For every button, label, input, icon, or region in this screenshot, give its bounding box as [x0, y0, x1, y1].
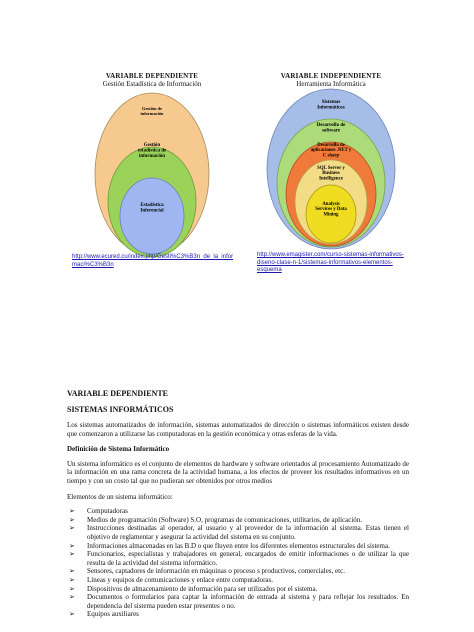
list-item: ➢ Informaciones almacenadas en las B.D o que fluyen entre los diferentes elementos estructurales del sistema. [69, 541, 390, 550]
bullet-arrow-icon: ➢ [69, 610, 75, 619]
left-layer-2-label: Gestión estadística de información [137, 143, 167, 159]
bullet-arrow-icon: ➢ [69, 575, 75, 584]
bullet-arrow-icon: ➢ [69, 515, 75, 524]
list-item: ➢ Equipos auxiliares [69, 610, 139, 619]
left-layer-3-label: Estadística Inferencial [140, 203, 164, 214]
elements-intro: Elementos de un sistema informático: [67, 492, 173, 501]
left-nested-ellipse-diagram [92, 90, 212, 258]
bullet-arrow-icon: ➢ [69, 567, 75, 576]
right-figure-source-link[interactable]: http://www.emagister.com/curso-sistemas-informativos- diseno-clase-n-1/sistemas-informativos-elementos- esquema [257, 252, 404, 273]
bullet-arrow-icon: ➢ [69, 524, 75, 533]
bullet-arrow-icon: ➢ [69, 593, 75, 602]
intro-paragraph: Los sistemas automatizados de información, sistemas automatizados de dirección o sistemas informáticos existen desde que comenzaron a utilizarse las computadoras en la gestión económica y otras esferas de la vida. [67, 421, 409, 438]
list-item: ➢ Sensores, captadores de información en máquinas o proceso s productivos, comerciales, etc. [69, 567, 345, 576]
right-figure-title: VARIABLE INDEPENDIENTE [280, 72, 382, 80]
right-layer-4-label: SQL Server y Business Intelligence [317, 166, 345, 182]
section-subheading: SISTEMAS INFORMÁTICOS [67, 405, 174, 414]
definition-heading: Definición de Sistema Informático [67, 445, 170, 454]
left-figure-title: VARIABLE DEPENDIENTE [105, 72, 199, 80]
list-item: ➢ Líneas y equipos de comunicaciones y enlace entre computadoras. [69, 575, 274, 584]
left-inner-ellipse [120, 178, 184, 254]
list-item: ➢ Medios de programación (Software) S.O, programas de comunicaciones, utilitarios, de aplicación. [69, 515, 363, 524]
left-figure-source-link[interactable]: http://www.ecured.cu/index.php/Gesti%C3%B3n_de_la_infor maci%C3%B3n [72, 254, 234, 268]
right-figure-header [264, 72, 398, 88]
right-figure-subtitle: Herramienta Informática [296, 80, 366, 88]
left-figure-header [86, 72, 218, 88]
right-nested-circle-diagram [265, 88, 397, 250]
definition-paragraph: Un sistema informático es el conjunto de elementos de hardware y software orientados al procesamiento Automatizado de la información en una rama concreta de la actividad humana, a los efectos de proveer los resultados informativos en un tiempo y con un costo tal que no pudieran ser obtenidos por otros medios [67, 459, 409, 485]
right-layer-2-label: Desarrollo de software [316, 123, 346, 134]
section-heading: VARIABLE DEPENDIENTE [67, 389, 168, 398]
document-body [67, 389, 409, 619]
list-item: ➢ Documentos o formularios para captar la información de entrada al sistema y para reflejar los resultados. En dependencia del sistema pueden estar presentes o no. [69, 593, 409, 610]
bullet-arrow-icon: ➢ [69, 541, 75, 550]
right-layer-1-label: Sistemas Informáticos [317, 100, 345, 111]
list-item: ➢ Funcionarios, especialistas y trabajadores en general, encargados de emitir informaciones o de utilizar la que resulta de la actividad del sistema informático. [69, 550, 409, 567]
right-layer-5-label: Analysis Services y Data Mining [315, 202, 347, 218]
list-item: ➢ Instrucciones destinadas al operador, al usuario y al proveedor de la información al sistema. Estas tienen el objetivo de reglamentar y asegurar la actividad del sistema en su conjunto. [69, 524, 409, 541]
list-item: ➢ Computadoras [69, 507, 128, 516]
bullet-arrow-icon: ➢ [69, 584, 75, 593]
bullet-arrow-icon: ➢ [69, 550, 75, 559]
elements-list [67, 507, 409, 619]
left-figure-subtitle: Gestión Estadística de Información [102, 80, 202, 88]
left-layer-1-label: Gestión de información [140, 106, 164, 116]
list-item: ➢ Dispositivos de almacenamiento de información para ser utilizados por el sistema. [69, 584, 318, 593]
right-layer-3-label: Desarrollo de aplicaciones .NET y C sharp [310, 143, 352, 159]
bullet-arrow-icon: ➢ [69, 507, 75, 516]
